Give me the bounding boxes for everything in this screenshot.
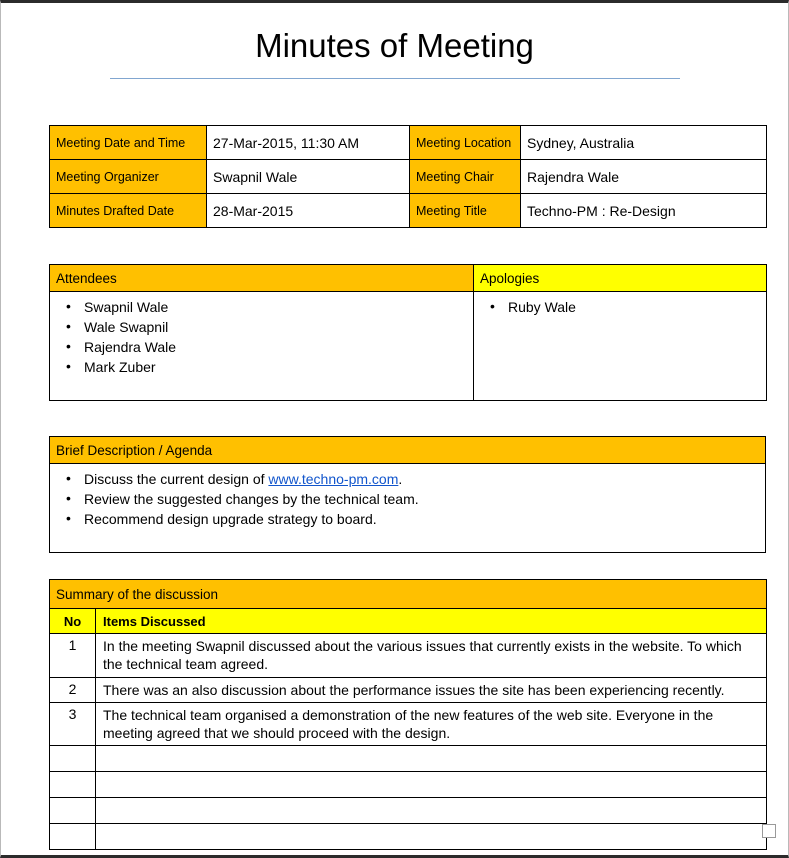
row-item-empty xyxy=(96,798,767,824)
row-item-text: There was an also discussion about the performance issues the site has been experiencing recently. xyxy=(96,677,767,702)
meeting-date-label: Meeting Date and Time xyxy=(50,126,207,160)
row-number: 1 xyxy=(50,634,96,677)
meeting-organizer-value: Swapnil Wale xyxy=(207,160,410,194)
row-item-empty xyxy=(96,772,767,798)
row-item-empty xyxy=(96,746,767,772)
list-item: • Mark Zuber xyxy=(60,358,473,378)
row-number-empty xyxy=(50,746,96,772)
row-number: 3 xyxy=(50,702,96,745)
column-header-items: Items Discussed xyxy=(96,609,767,634)
page-title: Minutes of Meeting xyxy=(255,27,534,64)
table-header-row xyxy=(50,437,766,464)
table-row xyxy=(50,464,766,553)
apologies-cell xyxy=(474,292,767,401)
list-item: • Recommend design upgrade strategy to board. xyxy=(60,510,765,530)
table-row-empty xyxy=(50,746,767,772)
apologies-header: Apologies xyxy=(474,265,767,292)
techno-pm-link[interactable]: www.techno-pm.com xyxy=(268,471,399,488)
table-row xyxy=(50,160,767,194)
attendees-list xyxy=(50,298,473,378)
table-header-row xyxy=(50,265,767,292)
row-number-empty xyxy=(50,772,96,798)
row-number: 2 xyxy=(50,677,96,702)
table-row xyxy=(50,702,767,745)
minutes-drafted-date-value: 28-Mar-2015 xyxy=(207,194,410,228)
table-row xyxy=(50,677,767,702)
meeting-chair-label: Meeting Chair xyxy=(410,160,521,194)
list-item xyxy=(60,470,765,490)
attendees-header: Attendees xyxy=(50,265,474,292)
meeting-title-label: Meeting Title xyxy=(410,194,521,228)
table-row-empty xyxy=(50,824,767,850)
meeting-date-value: 27-Mar-2015, 11:30 AM xyxy=(207,126,410,160)
meeting-chair-value: Rajendra Wale xyxy=(521,160,767,194)
list-item: • Swapnil Wale xyxy=(60,298,473,318)
list-item: • Review the suggested changes by the technical team. xyxy=(60,490,765,510)
agenda-item-suffix: . xyxy=(398,471,403,488)
agenda-table xyxy=(49,436,766,553)
apologies-list xyxy=(474,298,766,318)
table-resize-handle[interactable] xyxy=(762,824,776,838)
table-row-empty xyxy=(50,798,767,824)
attendees-cell xyxy=(50,292,474,401)
agenda-cell xyxy=(50,464,766,553)
table-column-header-row xyxy=(50,609,767,634)
summary-section xyxy=(1,579,788,850)
agenda-header: Brief Description / Agenda xyxy=(50,437,766,464)
meeting-location-label: Meeting Location xyxy=(410,126,521,160)
column-header-no: No xyxy=(50,609,96,634)
summary-table xyxy=(49,579,767,850)
meeting-info-table xyxy=(49,125,767,228)
table-row xyxy=(50,126,767,160)
row-item-text: In the meeting Swapnil discussed about the various issues that currently exists in the website. To which the technical team agreed. xyxy=(96,634,767,677)
row-item-empty xyxy=(96,824,767,850)
row-item-text: The technical team organised a demonstration of the new features of the web site. Everyone in the meeting agreed that we should proceed with the design. xyxy=(96,702,767,745)
table-header-row xyxy=(50,580,767,609)
table-row xyxy=(50,292,767,401)
table-row xyxy=(50,634,767,677)
meeting-organizer-label: Meeting Organizer xyxy=(50,160,207,194)
agenda-list xyxy=(50,470,765,530)
title-divider xyxy=(110,78,680,79)
list-item: • Wale Swapnil xyxy=(60,318,473,338)
summary-header: Summary of the discussion xyxy=(50,580,767,609)
meeting-location-value: Sydney, Australia xyxy=(521,126,767,160)
list-item: • Rajendra Wale xyxy=(60,338,473,358)
row-number-empty xyxy=(50,824,96,850)
table-row xyxy=(50,194,767,228)
agenda-item-text: Discuss the current design of xyxy=(84,471,269,488)
list-item: • Ruby Wale xyxy=(484,298,766,318)
row-number-empty xyxy=(50,798,96,824)
table-row-empty xyxy=(50,772,767,798)
minutes-drafted-date-label: Minutes Drafted Date xyxy=(50,194,207,228)
meeting-title-value: Techno-PM : Re-Design xyxy=(521,194,767,228)
attendees-table xyxy=(49,264,767,401)
